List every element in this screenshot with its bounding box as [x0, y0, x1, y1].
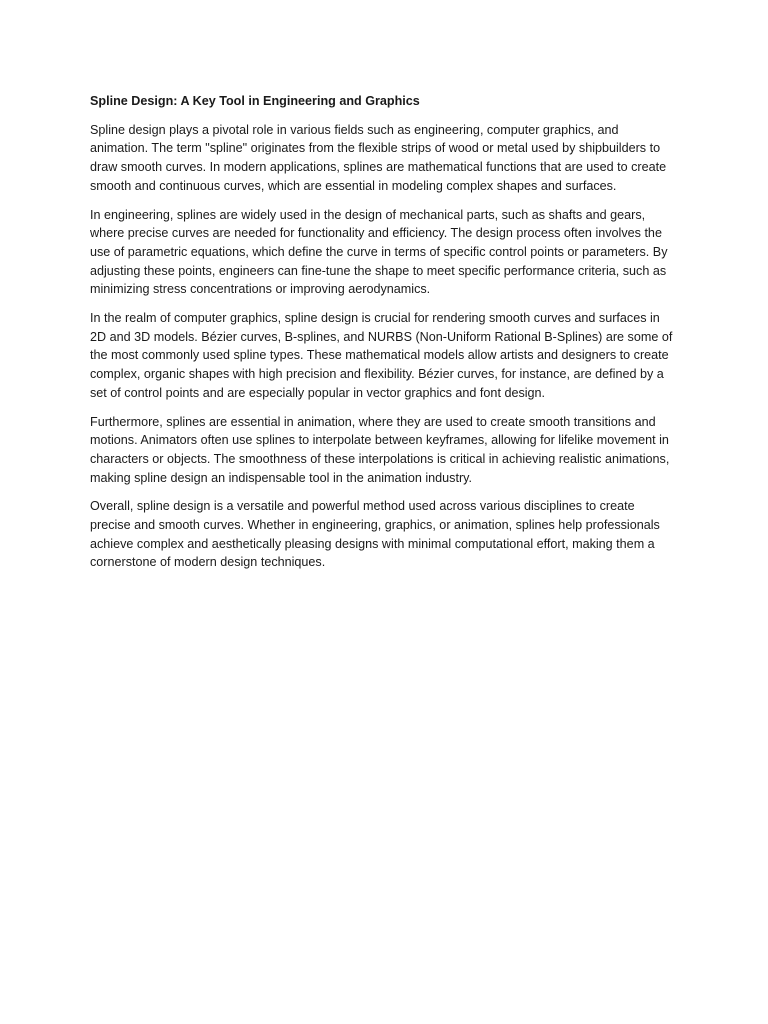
- paragraph-computer-graphics: In the realm of computer graphics, spline design is crucial for rendering smooth curves and surfaces in 2D and 3D models. Bézier curves, B-splines, and NURBS (Non-Uniform Rational B-Splines) are some of the most commonly used spline types. These mathematical models allow artists and designers to create complex, organic shapes with high precision and flexibility. Bézier curves, for instance, are defined by a set of control points and are especially popular in vector graphics and font design.: [90, 311, 673, 400]
- paragraph-conclusion: Overall, spline design is a versatile and powerful method used across various disciplines to create precise and smooth curves. Whether in engineering, graphics, or animation, splines help professionals achieve complex and aesthetically pleasing designs with minimal computational effort, making them a cornerstone of modern design techniques.: [90, 499, 660, 570]
- document-body: [90, 92, 678, 582]
- paragraph-engineering: In engineering, splines are widely used in the design of mechanical parts, such as shafts and gears, where precise curves are needed for functionality and efficiency. The design process often involves the use of parametric equations, which define the curve in terms of specific control points or parameters. By adjusting these points, engineers can fine-tune the shape to meet specific performance criteria, such as minimizing stress concentrations or improving aerodynamics.: [90, 207, 668, 297]
- paragraph-animation: Furthermore, splines are essential in animation, where they are used to create smooth transitions and motions. Animators often use splines to interpolate between keyframes, allowing for lifelike movement in characters or objects. The smoothness of these interpolations is critical in achieving realistic animations, making spline design an indispensable tool in the animation industry.: [90, 414, 670, 485]
- paragraph-intro: Spline design plays a pivotal role in various fields such as engineering, computer graphics, and animation. The term "spline" originates from the flexible strips of wood or metal used by shipbuilders to draw smooth curves. In modern applications, splines are mathematical functions that are used to create smooth and continuous curves, which are essential in modeling complex shapes and surfaces.: [90, 122, 667, 193]
- document-title: Spline Design: A Key Tool in Engineering and Graphics: [90, 94, 420, 108]
